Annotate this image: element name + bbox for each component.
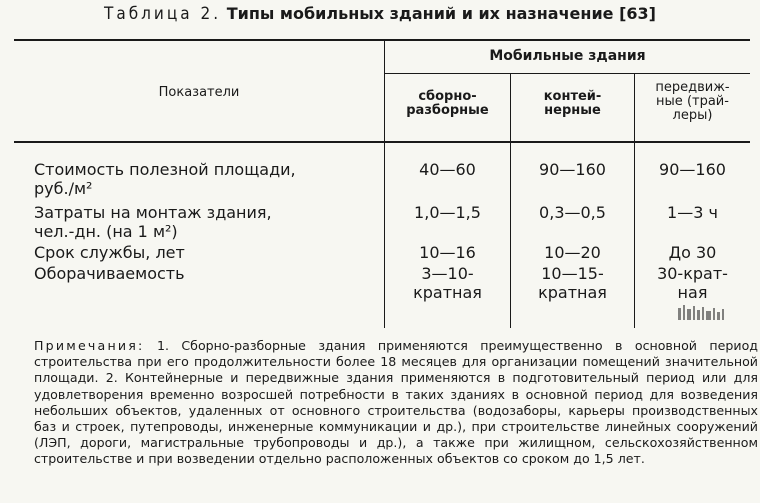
cell-life-container: 10—20: [544, 243, 601, 262]
table-notes: [34, 338, 758, 468]
library-stamp-mark: [676, 300, 728, 324]
row-label-labor: Затраты на монтаж здания, чел.-дн. (на 1 м²): [34, 203, 272, 241]
mobile-buildings-header: Мобильные здания: [489, 48, 646, 64]
table-title: [0, 4, 760, 24]
cell-life-trailer: До 30: [668, 243, 717, 262]
cell-labor-trailer: 1—3 ч: [667, 203, 718, 222]
row-label-service-life: Срок службы, лет: [34, 243, 185, 262]
column-header-container: контей- нерные: [543, 89, 602, 118]
cell-life-prefab: 10—16: [419, 243, 476, 262]
cell-cost-trailer: 90—160: [659, 160, 726, 179]
table-number: Таблица 2.: [104, 4, 222, 24]
cell-labor-container: 0,3—0,5: [539, 203, 606, 222]
cell-cost-container: 90—160: [539, 160, 606, 179]
group-header-rule: [384, 73, 750, 74]
column-header-mobile-trailers: передвиж- ные (трай- леры): [655, 80, 730, 123]
notes-lead: Примечания:: [34, 338, 145, 353]
row-label-cost: Стоимость полезной площади, руб./м²: [34, 160, 296, 198]
header-bottom-rule: [14, 141, 750, 143]
row-label-turnover: Оборачиваемость: [34, 264, 185, 283]
cell-labor-prefab: 1,0—1,5: [414, 203, 481, 222]
cell-cost-prefab: 40—60: [419, 160, 476, 179]
table-top-rule: [14, 39, 750, 41]
cell-turnover-prefab: 3—10- кратная: [413, 264, 482, 302]
cell-turnover-trailer: 30-крат- ная: [657, 264, 728, 302]
notes-text: 1. Сборно-разборные здания применяются преимущественно в основной период строительства при его продолжительности более 18 месяцев для организации помещений значительной площади. 2. Контейнерные и передвижные здания применяются в подготовительный период или для удовлетворения временно возросшей потребности в таких зданиях в основной период для возведения небольших объектов, удаленных от основного строительства (водозаборы, карьеры производственных баз и строек, путепроводы, инженерные коммуникации и др.), при строительстве линейных сооружений (ЛЭП, дороги, магистральные трубопроводы и др.), а также при жилищном, сельскохозяйственном строительстве и при возведении отдельно расположенных объектов со сроком до 1,5 лет.: [34, 338, 758, 467]
column-header-prefab: сборно- разборные: [406, 89, 489, 118]
cell-turnover-container: 10—15- кратная: [538, 264, 607, 302]
table-caption: Типы мобильных зданий и их назначение [63]: [226, 4, 656, 23]
indicators-header: Показатели: [158, 85, 240, 100]
